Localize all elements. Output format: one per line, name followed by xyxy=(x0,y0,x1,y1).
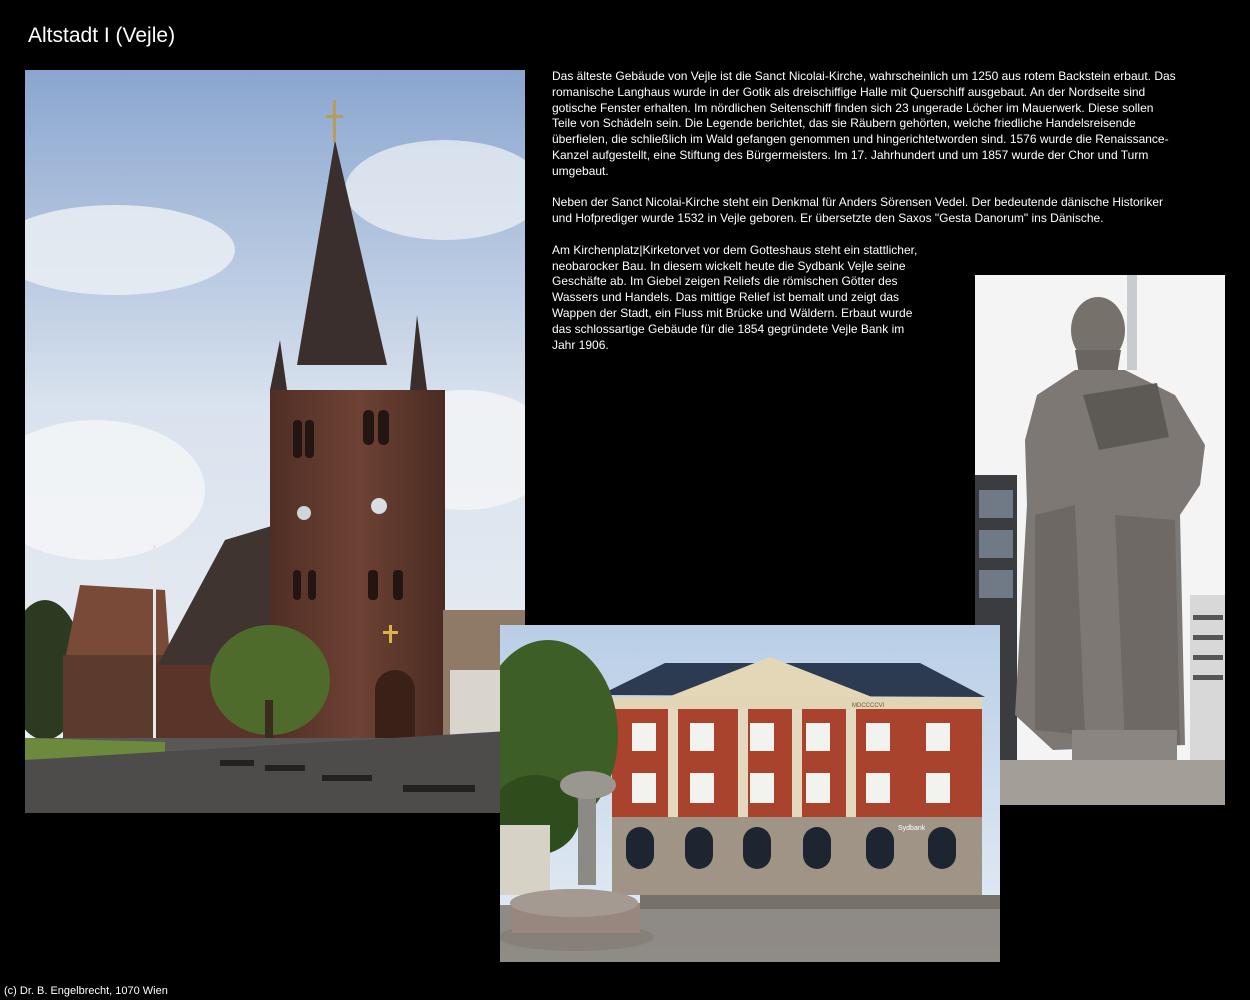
copyright-footer: (c) Dr. B. Engelbrecht, 1070 Wien xyxy=(4,985,168,997)
page-title: Altstadt I (Vejle) xyxy=(28,24,176,47)
bank-frieze-text: MDCCCCVI xyxy=(852,703,885,709)
church-photo xyxy=(25,70,525,813)
paragraph-church: Das älteste Gebäude von Vejle ist die Sanct Nicolai-Kirche, wahrscheinlich um 1250 aus rotem Backstein erbaut. Das romanische Langhaus wurde in der Gotik als dreischiffige Halle mit Querschiff ausgebaut. An der Nordseite sind gotische Fenster erhalten. Im nördlichen Seitenschiff finden sich 23 ungerade Löcher im Mauerwerk. Diese sollen Teile von Schädeln sein. Die Legende berichtet, das sie Räubern gehörten, welche friedliche Handelsreisende überfielen, die schließlich im Wald gefangen genommen und hingerichtetworden sind. 1576 wurde die Renaissance-Kanzel aufgestellt, eine Stiftung des Bürgermeisters. Im 17. Jahrhundert und um 1857 wurde der Chor und Turm umgebaut. xyxy=(552,69,1176,178)
paragraph-bank: Am Kirchenplatz|Kirketorvet vor dem Gotteshaus steht ein stattlicher, neobarocker Bau. In diesem wickelt heute die Sydbank Vejle seine Geschäfte ab. Im Giebel zeigen Reliefs die römischen Götter des Wassers und Handels. Das mittige Relief ist bemalt und zeigt das Wappen der Stadt, ein Fluss mit Brücke und Wäldern. Erbaut wurde das schlossartige Gebäude für die 1854 gegründete Vejle Bank im Jahr 1906. xyxy=(552,242,918,352)
description-text xyxy=(552,69,1180,369)
bank-photo xyxy=(500,625,1000,962)
bank-sign-text: Sydbank xyxy=(898,825,926,832)
paragraph-monument: Neben der Sanct Nicolai-Kirche steht ein Denkmal für Anders Sörensen Vedel. Der bedeutende dänische Historiker und Hofprediger wurde 1532 in Vejle geboren. Er übersetzte den Saxos "Gesta Danorum" ins Dänische. xyxy=(552,195,1164,226)
